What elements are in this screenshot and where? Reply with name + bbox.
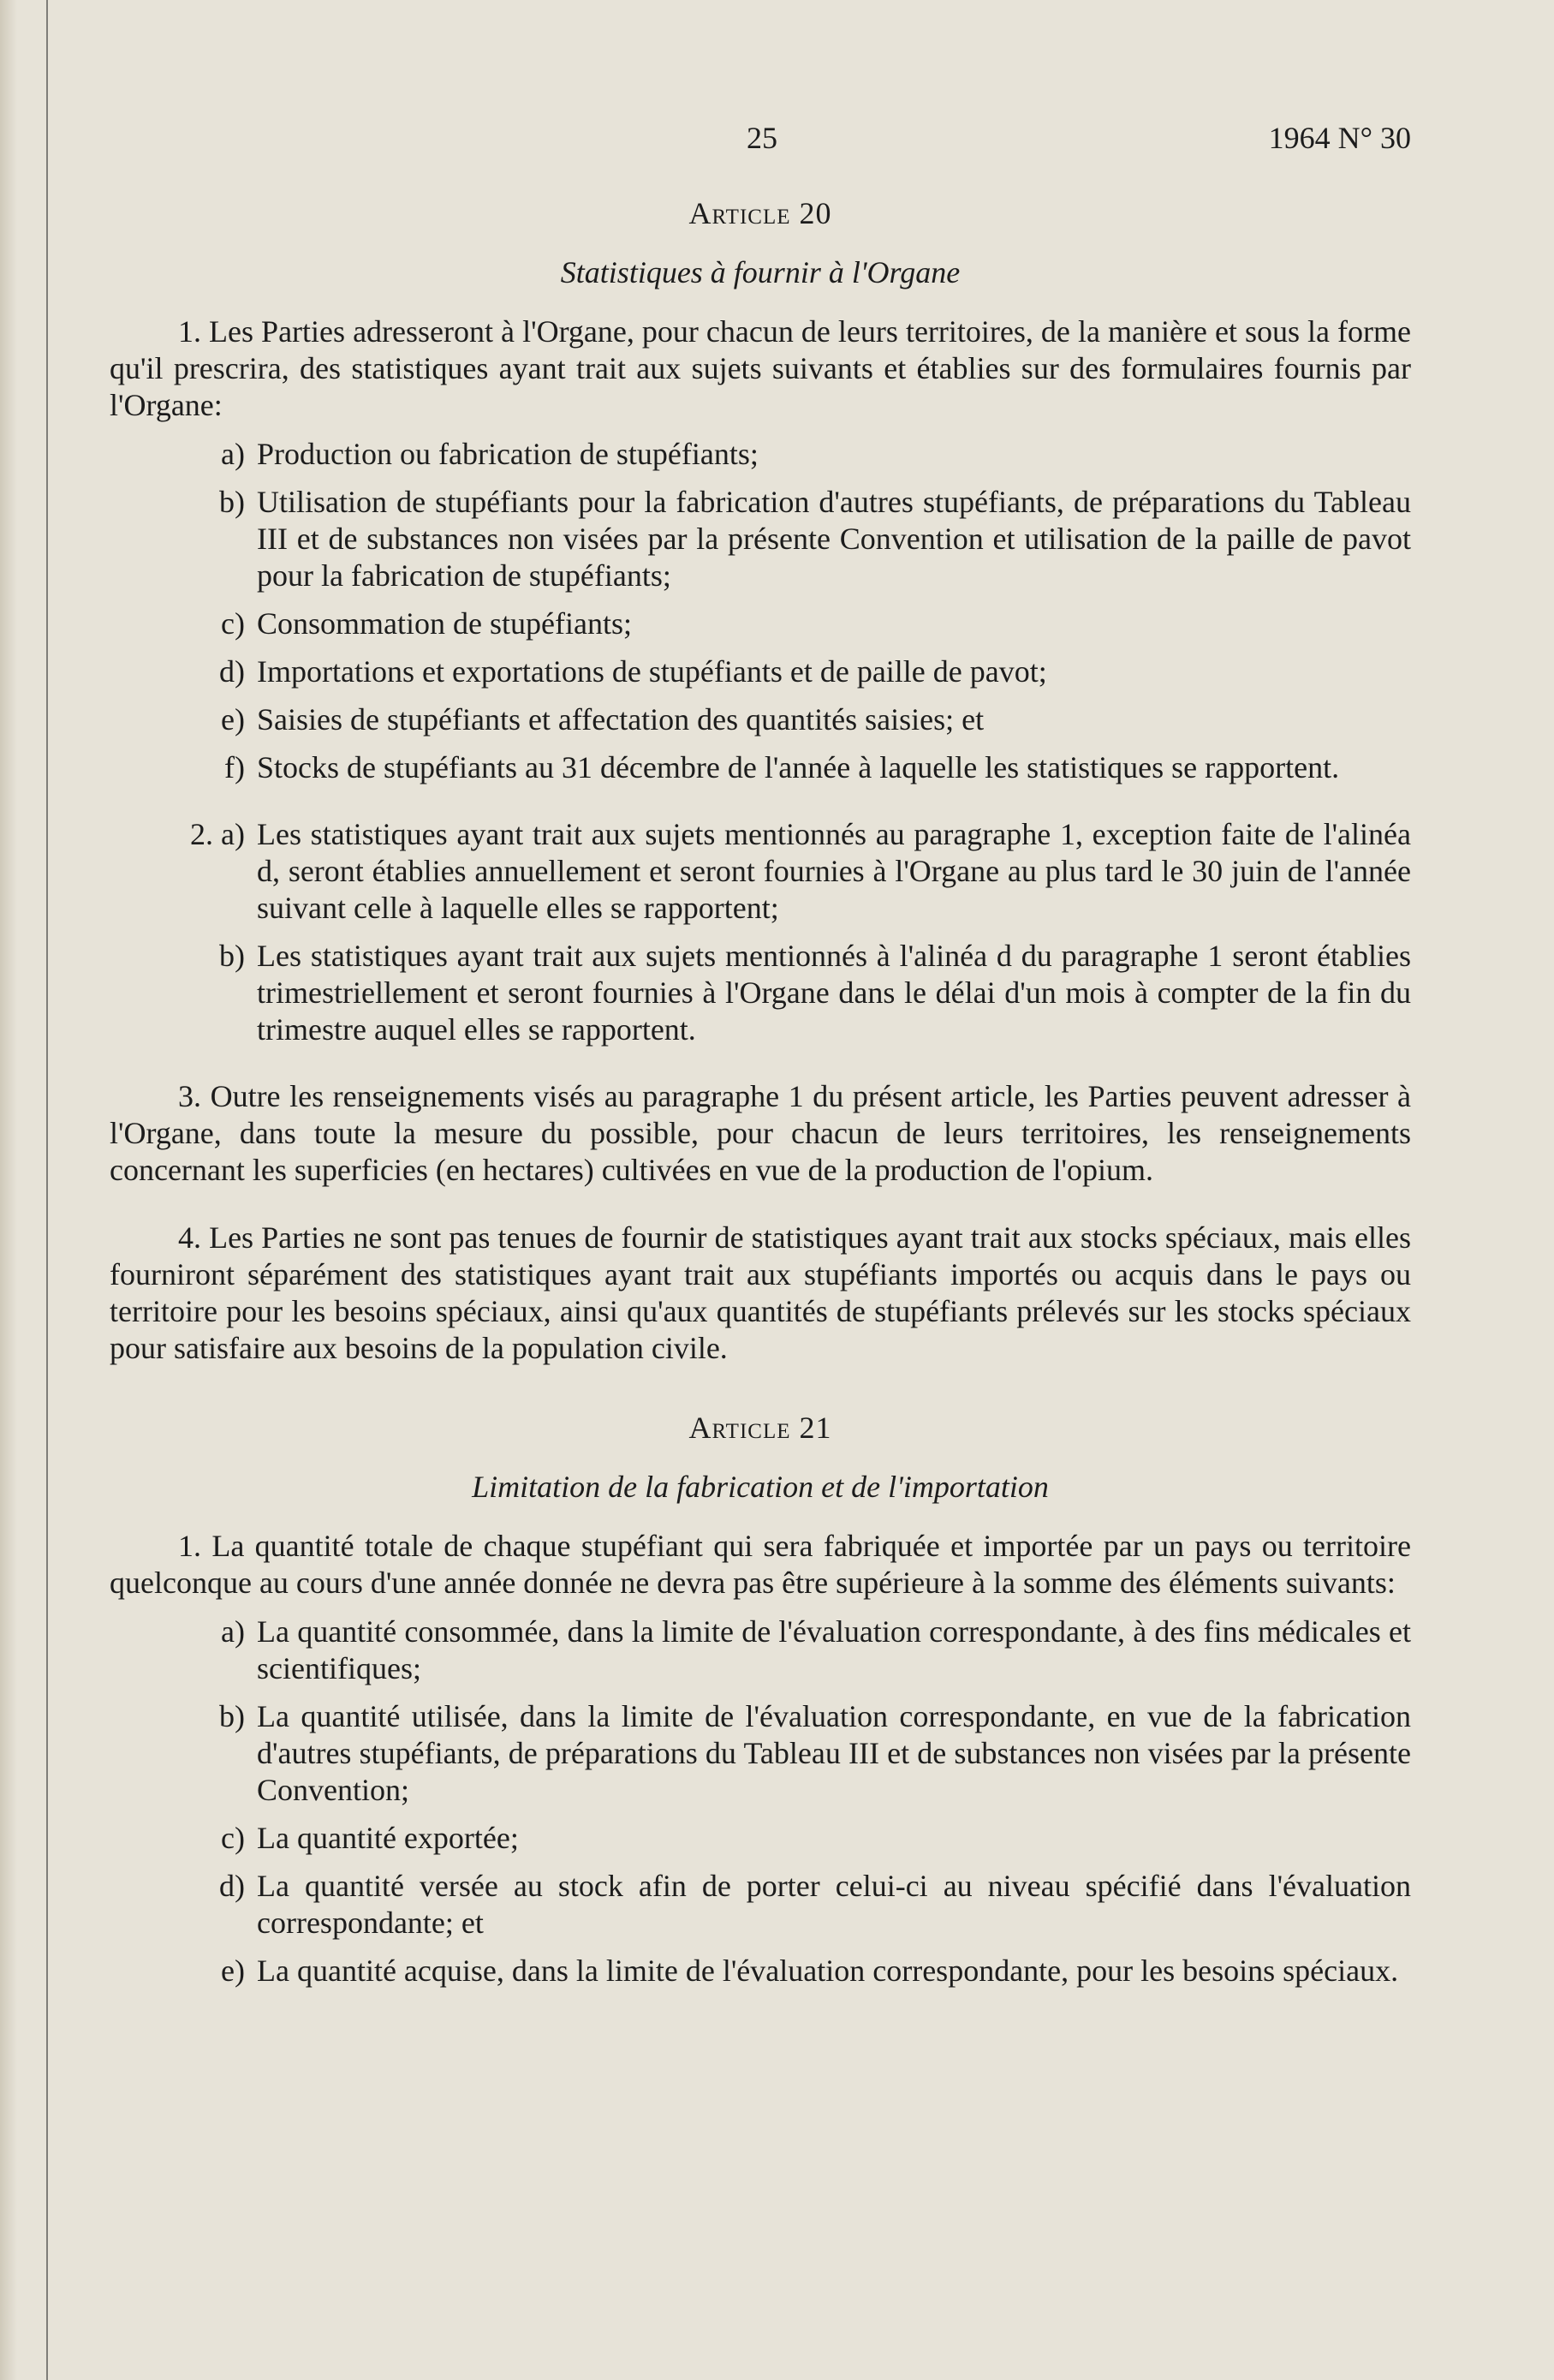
- item-text: Production ou fabrication de stupéfiants;: [257, 437, 759, 471]
- list-item: [110, 1868, 1411, 1942]
- item-label: b): [219, 939, 245, 973]
- list-item: [110, 1614, 1411, 1687]
- list-item: [110, 653, 1411, 690]
- paragraph: 3. Outre les renseignements visés au paragraphe 1 du présent article, les Parties peuvent adresser à l'Organe, dans toute la mesure du possible, pour chacun de leurs territoires, les renseignements concernant les superficies (en hectares) cultivées en vue de la production de l'opium.: [110, 1079, 1411, 1187]
- list-item: [110, 436, 1411, 473]
- list-item: [110, 701, 1411, 738]
- item-text: Importations et exportations de stupéfiants et de paille de pavot;: [257, 654, 1047, 689]
- list-item: [110, 1698, 1411, 1809]
- item-list: [110, 1614, 1411, 1989]
- page-spine-shadow: [0, 0, 17, 2380]
- item-list: [110, 816, 1411, 1048]
- article-21: [110, 1410, 1411, 1989]
- list-item: [110, 1820, 1411, 1857]
- list-item: [110, 938, 1411, 1048]
- item-text: Les statistiques ayant trait aux sujets mentionnés au paragraphe 1, exception faite de l'alinéa d, seront établies annuellement et seront fournies à l'Organe au plus tard le 30 juin de l'année suivant celle à laquelle elles se rapportent;: [257, 817, 1411, 925]
- item-list: [110, 436, 1411, 786]
- article-title: Article 21: [688, 1411, 832, 1445]
- item-text: La quantité versée au stock afin de porter celui-ci au niveau spécifié dans l'évaluation correspondante; et: [257, 1869, 1411, 1940]
- item-label: c): [221, 606, 245, 641]
- page-number: 25: [747, 121, 777, 155]
- item-label: f): [224, 750, 245, 784]
- item-label: b): [219, 1699, 245, 1733]
- item-label: e): [221, 1954, 245, 1988]
- paragraph: 1. Les Parties adresseront à l'Organe, pour chacun de leurs territoires, de la manière et sous la forme qu'il prescrira, des statistiques ayant trait aux sujets suivants et établies sur des formulaires fournis par l'Organe:: [110, 314, 1411, 422]
- paragraph: 1. La quantité totale de chaque stupéfiant qui sera fabriquée et importée par un pays ou territoire quelconque au cours d'une année donnée ne devra pas être supérieure à la somme des éléments suivants:: [110, 1529, 1411, 1600]
- page-header: [110, 120, 1411, 168]
- item-text: Utilisation de stupéfiants pour la fabrication d'autres stupéfiants, de préparations du Tableau III et de substances non visées par la présente Convention et utilisation de la paille de pavot pour la fabrication de stupéfiants;: [257, 485, 1411, 593]
- item-label: b): [219, 485, 245, 519]
- list-item: [110, 484, 1411, 594]
- volume-number: 1964 N° 30: [1268, 121, 1411, 155]
- item-label: d): [219, 654, 245, 689]
- item-text: Consommation de stupéfiants;: [257, 606, 632, 641]
- article-subtitle: Limitation de la fabrication et de l'importation: [472, 1470, 1049, 1504]
- list-item: [110, 605, 1411, 642]
- item-label: e): [221, 702, 245, 737]
- binding-edge: [46, 0, 48, 2380]
- item-text: La quantité consommée, dans la limite de l'évaluation correspondante, à des fins médicales et scientifiques;: [257, 1614, 1411, 1685]
- list-item: [110, 1953, 1411, 1989]
- article-subtitle: Statistiques à fournir à l'Organe: [560, 255, 961, 289]
- document-page: [110, 120, 1411, 2001]
- item-label: 2. a): [190, 817, 245, 851]
- item-label: a): [221, 437, 245, 471]
- item-text: La quantité utilisée, dans la limite de l'évaluation correspondante, en vue de la fabrication d'autres stupéfiants, de préparations du Tableau III et de substances non visées par la présente Convention;: [257, 1699, 1411, 1807]
- item-label: c): [221, 1821, 245, 1855]
- item-label: a): [221, 1614, 245, 1649]
- item-text: Stocks de stupéfiants au 31 décembre de l'année à laquelle les statistiques se rapportent.: [257, 750, 1340, 784]
- list-item: [110, 816, 1411, 927]
- article-20: [110, 195, 1411, 1367]
- item-label: d): [219, 1869, 245, 1903]
- item-text: La quantité acquise, dans la limite de l'évaluation correspondante, pour les besoins spéciaux.: [257, 1954, 1399, 1988]
- item-text: Saisies de stupéfiants et affectation des quantités saisies; et: [257, 702, 985, 737]
- item-text: La quantité exportée;: [257, 1821, 519, 1855]
- article-title: Article 20: [688, 196, 832, 230]
- list-item: [110, 749, 1411, 786]
- item-text: Les statistiques ayant trait aux sujets mentionnés à l'alinéa d du paragraphe 1 seront établies trimestriellement et seront fournies à l'Organe dans le délai d'un mois à compter de la fin du trimestre auquel elles se rapportent.: [257, 939, 1411, 1047]
- paragraph: 4. Les Parties ne sont pas tenues de fournir de statistiques ayant trait aux stocks spéciaux, mais elles fourniront séparément des statistiques ayant trait aux stupéfiants importés ou acquis dans le pays ou territoire pour les besoins spéciaux, ainsi qu'aux quantités de stupéfiants prélevés sur les stocks spéciaux pour satisfaire aux besoins de la population civile.: [110, 1220, 1411, 1365]
